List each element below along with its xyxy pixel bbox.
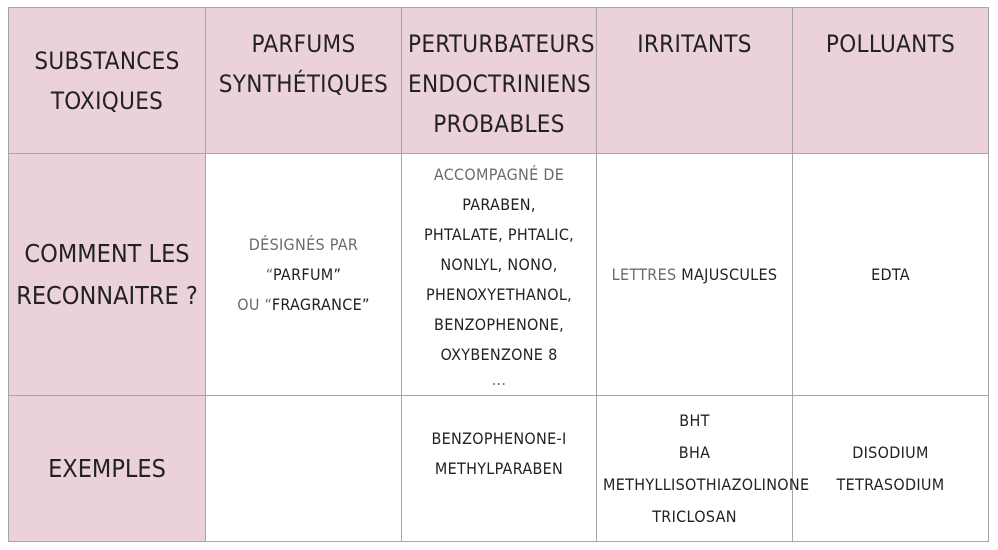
cell-perturbateurs-exemples: BENZOPHENONE-I METHYLPARABEN <box>402 396 597 542</box>
cell-irritants-exemples: BHT BHA METHYLLISOTHIAZOLINONE TRICLOSAN <box>597 396 793 542</box>
header-substances-toxiques: SUBSTANCES TOXIQUES <box>9 8 206 154</box>
cell-irritants-reconnaitre: LETTRES MAJUSCULES <box>597 154 793 396</box>
header-perturbateurs-endocriniens: PERTURBATEURS ENDOCTRINIENS PROBABLES <box>402 8 597 154</box>
cell-polluants-reconnaitre: EDTA <box>793 154 989 396</box>
cell-perturbateurs-reconnaitre: ACCOMPAGNÉ DE PARABEN, PHTALATE, PHTALIC, NONLYL, NONO, PHENOXYETHANOL, BENZOPHENONE, OXYBENZONE 8 ... <box>402 154 597 396</box>
cell-parfums-reconnaitre: DÉSIGNÉS PAR “PARFUM” OU “FRAGRANCE” <box>206 154 402 396</box>
row-label-exemples: EXEMPLES <box>9 396 206 542</box>
row-label-comment-reconnaitre: COMMENT LES RECONNAITRE ? <box>9 154 206 396</box>
row-exemples <box>9 396 989 542</box>
header-parfums-synthetiques: PARFUMS SYNTHÉTIQUES <box>206 8 402 154</box>
row-comment-reconnaitre <box>9 154 989 396</box>
header-polluants: POLLUANTS <box>793 8 989 154</box>
header-row <box>9 8 989 154</box>
cell-parfums-exemples <box>206 396 402 542</box>
toxic-substances-table <box>8 7 989 542</box>
cell-polluants-exemples: DISODIUM TETRASODIUM <box>793 396 989 542</box>
header-irritants: IRRITANTS <box>597 8 793 154</box>
